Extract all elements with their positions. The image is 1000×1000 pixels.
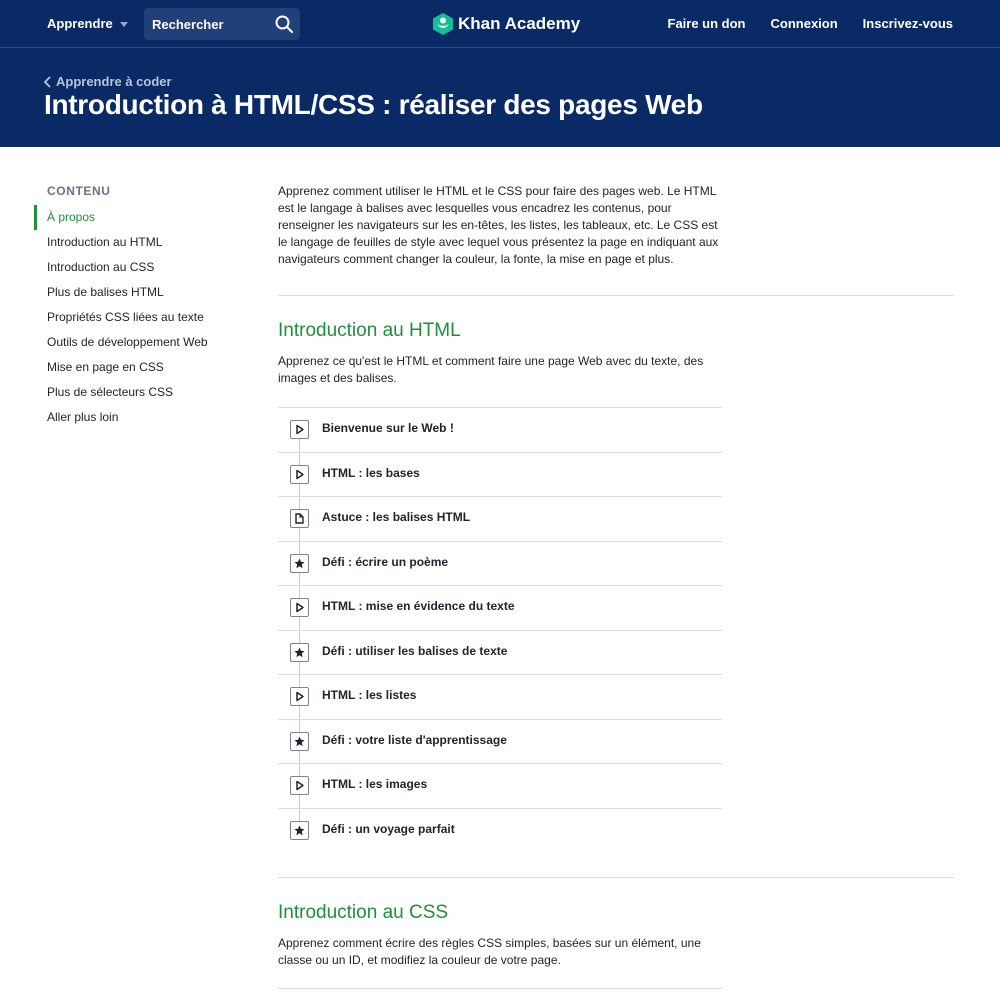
lesson-item[interactable] xyxy=(278,497,722,542)
search-input[interactable] xyxy=(152,17,270,32)
section-description-intro-css: Apprenez comment écrire des règles CSS simples, basées sur un élément, une classe ou un ID, et modifiez la couleur de votre page. xyxy=(278,936,701,967)
lesson-label: HTML : mise en évidence du texte xyxy=(322,599,515,613)
lesson-item[interactable] xyxy=(278,675,722,720)
section-description-intro-html: Apprenez ce qu'est le HTML et comment faire une page Web avec du texte, des images et des balises. xyxy=(278,354,704,385)
lesson-label: HTML : les images xyxy=(322,777,428,791)
khan-academy-logo[interactable] xyxy=(432,12,580,36)
lesson-item[interactable] xyxy=(278,408,722,453)
sidebar-item-a-propos[interactable]: À propos xyxy=(34,205,234,230)
sidebar-item-css-layout[interactable]: Mise en page en CSS xyxy=(47,360,164,374)
lesson-label: Bienvenue sur le Web ! xyxy=(322,421,454,435)
course-header xyxy=(0,48,1000,147)
sidebar-item-css-text-properties[interactable]: Propriétés CSS liées au texte xyxy=(47,310,204,324)
donate-link[interactable]: Faire un don xyxy=(667,16,746,31)
lesson-item[interactable] xyxy=(278,720,722,765)
lesson-label: HTML : les bases xyxy=(322,465,420,480)
play-icon xyxy=(290,598,309,617)
signup-link[interactable]: Inscrivez-vous xyxy=(862,16,953,31)
caret-down-icon xyxy=(120,22,128,27)
lesson-list xyxy=(278,407,722,853)
lesson-item[interactable] xyxy=(278,764,722,809)
lesson-item[interactable] xyxy=(278,453,722,498)
lesson-label: Défi : utiliser les balises de texte xyxy=(322,643,508,658)
chevron-left-icon xyxy=(43,76,52,88)
divider xyxy=(278,877,954,878)
lesson-label: Défi : votre liste d'apprentissage xyxy=(322,732,507,747)
lesson-label: HTML : les listes xyxy=(322,688,417,702)
khan-academy-logo-icon xyxy=(432,12,454,36)
breadcrumb-label: Apprendre à coder xyxy=(56,74,172,89)
lesson-item[interactable] xyxy=(278,542,722,587)
page-title: Introduction à HTML/CSS : réaliser des pages Web xyxy=(44,89,703,120)
learn-menu-label: Apprendre xyxy=(47,16,113,31)
star-icon xyxy=(290,732,309,751)
sidebar-item-web-dev-tools[interactable]: Outils de développement Web xyxy=(47,335,208,349)
star-icon xyxy=(290,643,309,662)
search-icon[interactable] xyxy=(274,14,294,34)
lesson-label: Défi : écrire un poème xyxy=(322,554,449,569)
divider xyxy=(278,295,954,296)
learn-menu-button[interactable] xyxy=(47,16,128,31)
divider xyxy=(278,988,722,989)
lesson-item[interactable] xyxy=(278,631,722,676)
logo-text: Khan Academy xyxy=(458,14,581,33)
sidebar-item-more-css-selectors[interactable]: Plus de sélecteurs CSS xyxy=(47,385,174,399)
lesson-label: Défi : un voyage parfait xyxy=(322,821,455,836)
lesson-item[interactable] xyxy=(278,586,722,631)
lesson-item[interactable] xyxy=(278,809,722,854)
sidebar-item-go-further[interactable]: Aller plus loin xyxy=(47,410,119,424)
star-icon xyxy=(290,554,309,573)
top-navigation-bar xyxy=(0,0,1000,48)
lesson-label: Astuce : les balises HTML xyxy=(322,510,471,524)
login-link[interactable]: Connexion xyxy=(770,16,838,31)
search-box xyxy=(144,8,300,40)
sidebar-item-more-html-tags[interactable]: Plus de balises HTML xyxy=(47,285,164,299)
section-title-intro-css[interactable]: Introduction au CSS xyxy=(278,902,449,923)
sidebar-item-intro-html[interactable]: Introduction au HTML xyxy=(47,235,163,249)
account-links xyxy=(643,16,954,31)
section-title-intro-html[interactable]: Introduction au HTML xyxy=(278,320,461,341)
play-icon xyxy=(290,687,309,706)
sidebar-item-intro-css[interactable]: Introduction au CSS xyxy=(47,260,155,274)
star-icon xyxy=(290,821,309,840)
play-icon xyxy=(290,776,309,795)
sidebar-heading: CONTENU xyxy=(47,184,111,198)
document-icon xyxy=(290,509,309,528)
play-icon xyxy=(290,420,309,439)
table-of-contents xyxy=(34,205,234,430)
breadcrumb[interactable] xyxy=(43,74,172,89)
play-icon xyxy=(290,465,309,484)
course-intro: Apprenez comment utiliser le HTML et le CSS pour faire des pages web. Le HTML est le langage à balises avec lesquelles vous encadrez les contenus, pour renseigner les navigateurs sur les en-têtes, les listes, les tableaux, etc. Le CSS est le langage de feuilles de style avec lequel vous présentez la page en indiquant aux navigateurs comment changer la couleur, la fonte, la mise en page et plus. xyxy=(278,184,719,266)
